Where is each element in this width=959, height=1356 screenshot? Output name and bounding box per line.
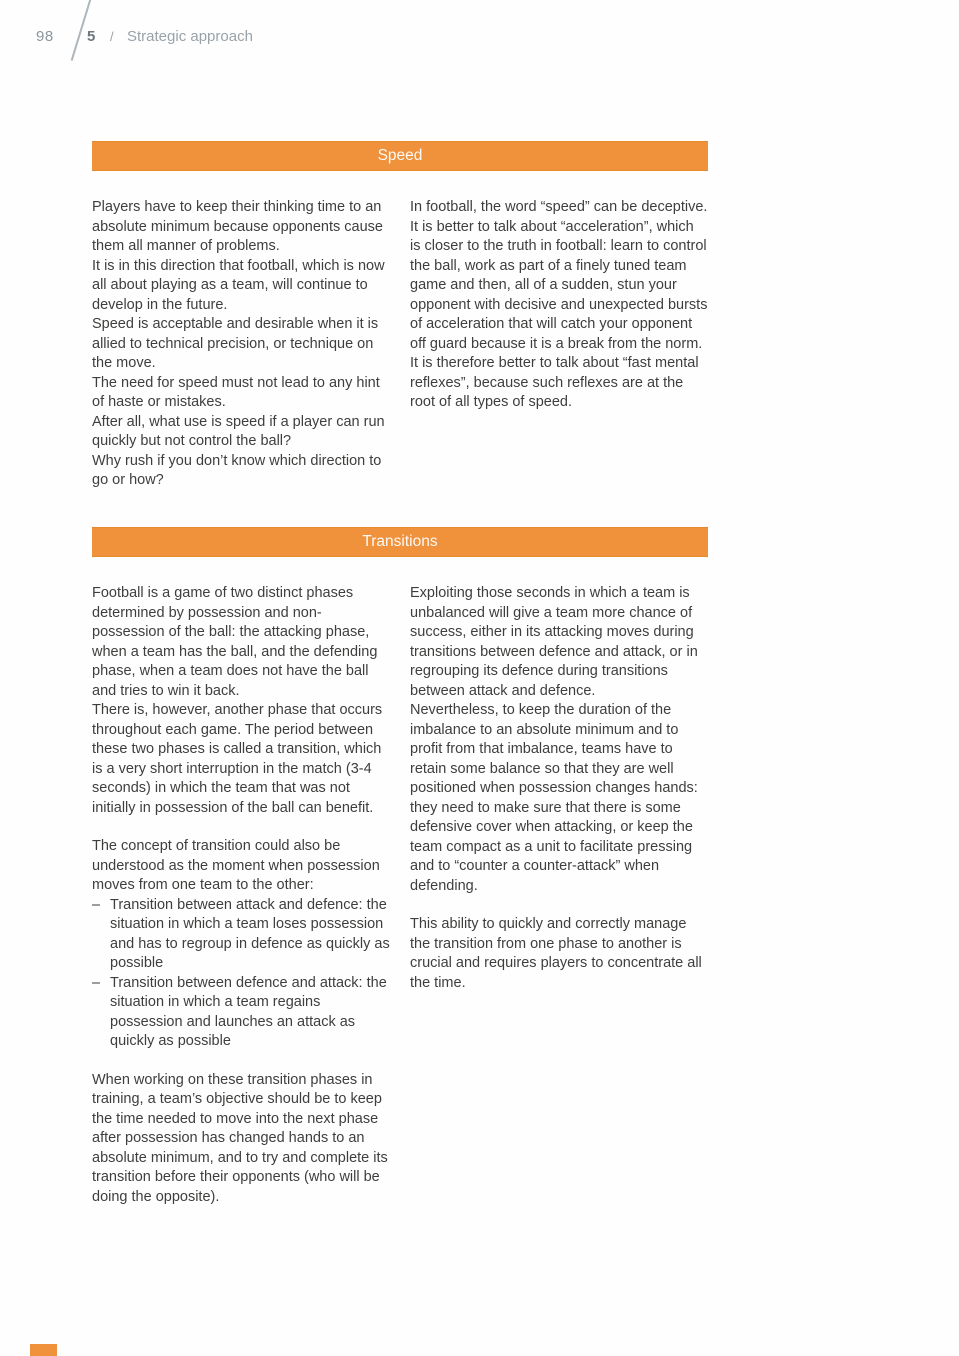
paragraph: The concept of transition could also be understood as the moment when possession moves from one team to the other: [92,838,380,893]
paragraph: When working on these transition phases in training, a team’s objective should be to keep the time needed to move into the next phase after possession has changed hands to an absolute minimum, and to try and complete its transition before their opponents (who will be doing the opposite). [92,1071,388,1205]
paragraph: There is, however, another phase that occurs throughout each game. The period between these two phases is called a transition, which is a very short interruption in the match (3-4 seconds) in which the team that was not initially in possession of the ball can benefit. [92,702,383,816]
paragraph: After all, what use is speed if a player can run quickly but not control the ball? [92,413,385,449]
bullet-item [92,974,390,1052]
paragraph: It is therefore better to talk about “fast mental reflexes”, because such reflexes are at the root of all types of speed. [410,355,699,410]
paragraph: Nevertheless, to keep the duration of the imbalance to an absolute minimum and to profit from that imbalance, teams have to retain some balance so that they are well positioned when possession changes hands: they need to make sure that there is some defensive cover when attacking, or keep the team compact as a unit to facilitate pressing and to “counter a counter-attack” when defending. [410,702,698,894]
bullet-text: Transition between attack and defence: the situation in which a team loses possession and has to regroup in defence as quickly as possible [110,896,390,971]
speed-right-column [410,198,708,491]
paragraph: Exploiting those seconds in which a team is unbalanced will give a team more chance of success, either in its attacking moves during transitions between defence and attack, or in regrouping its defence during transitions between attack and defence. [410,585,698,699]
speed-columns [92,198,708,491]
paragraph: Football is a game of two distinct phases determined by possession and non-possession of the ball: the attacking phase, when a team has the ball, and the defending phase, when a team does not have the ball and tries to win it back. [92,585,378,699]
transitions-right-column [410,584,708,1207]
paragraph: Players have to keep their thinking time to an absolute minimum because opponents cause them all manner of problems. [92,199,383,254]
transitions-left-column [92,584,390,1207]
chapter-title: Strategic approach [127,28,253,45]
bullet-text: Transition between defence and attack: the situation in which a team regains possession and launches an attack as quickly as possible [110,974,387,1049]
bullet-item [92,896,390,974]
chapter-number: 5 [87,28,96,45]
section-transitions [92,527,708,1207]
footer-accent-tab [30,1344,57,1356]
section-speed [92,141,708,491]
paragraph: It is in this direction that football, which is now all about playing as a team, will continue to develop in the future. [92,257,385,313]
speed-left-column [92,198,390,491]
dash-marker: – [92,974,101,991]
paragraph: It is better to talk about “acceleration”, which is closer to the truth in football: learn to control the ball, work as part of a finely tuned team game and then, all of a sudden, stun your opponent with decisive and unexpected bursts of acceleration that will catch your opponent off guard because it is a break from the norm. [410,218,708,352]
section-title: Transitions [362,533,438,550]
transitions-columns [92,584,708,1207]
page-number: 98 [36,28,54,45]
section-title: Speed [377,147,423,164]
paragraph: This ability to quickly and correctly manage the transition from one phase to another is crucial and requires players to concentrate all the time. [410,916,702,991]
paragraph: Speed is acceptable and desirable when it is allied to technical precision, or technique on the move. [92,316,379,371]
section-banner-speed [92,141,708,171]
paragraph-spacer [410,896,708,915]
paragraph: The need for speed must not lead to any hint of haste or mistakes. [92,374,380,410]
dash-marker: – [92,896,101,913]
paragraph-spacer [92,1052,390,1071]
paragraph-spacer [92,818,390,837]
header-separator: / [110,29,114,44]
paragraph: Why rush if you don’t know which direction to go or how? [92,452,382,488]
section-banner-transitions [92,527,708,557]
paragraph: In football, the word “speed” can be deceptive. [410,199,708,215]
